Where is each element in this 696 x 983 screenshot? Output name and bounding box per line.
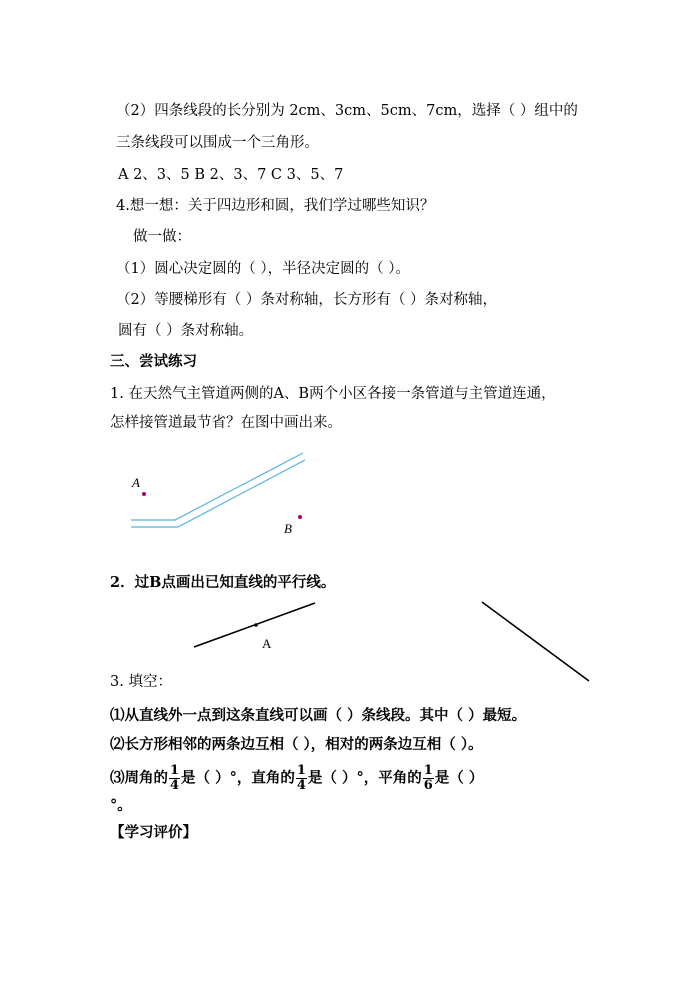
q4-item2-line2: 圆有（ ）条对称轴。 (118, 323, 254, 339)
q4-item1: （1）圆心决定圆的（ ），半径决定圆的（ ）。 (116, 261, 410, 277)
ex3-title: 3. 填空： (110, 674, 172, 690)
q2-3-options: A 2、3、5 B 2、3、7 C 3、5、7 (118, 167, 344, 183)
fig1-label-b: B (284, 521, 292, 536)
q4-title: 4.想一想：关于四边形和圆，我们学过哪些知识？ (116, 198, 435, 214)
ex3-item3-tail: °。 (110, 797, 132, 814)
pipeline-inner (131, 460, 305, 527)
ex1-line1: 1. 在天然气主管道两侧的A、B两个小区各接一条管道与主管道连通， (110, 386, 556, 402)
evaluation-title: 【学习评价】 (110, 824, 197, 841)
ex3-item2: ⑵长方形相邻的两条边互相（ ），相对的两条边互相（ ）。 (110, 736, 483, 753)
fraction-one-quarter-2: $\frac{1}{4}$ (296, 763, 306, 793)
fig2-label-a: A (262, 636, 272, 651)
q2-3-line2: 三条线段可以围成一个三角形。 (116, 135, 319, 151)
q4-subtitle: 做一做： (133, 229, 191, 245)
fig1-label-a: A (132, 475, 140, 490)
point-a-fig2 (254, 623, 258, 627)
ex2-title: 2．过B点画出已知直线的平行线。 (110, 574, 336, 591)
point-b (298, 515, 302, 519)
fraction-one-quarter: $\frac{1}{4}$ (170, 763, 180, 793)
fraction-one-sixth: $\frac{1}{6}$ (423, 763, 433, 793)
pipeline-outer (131, 453, 303, 520)
ex1-line2: 怎样接管道最节省？在图中画出来。 (110, 415, 342, 431)
ex3-item1: ⑴从直线外一点到这条直线可以画（ ）条线段。其中（ ）最短。 (110, 707, 527, 724)
q2-3-line1: （2）四条线段的长分别为 2cm、3cm、5cm、7cm，选择（ ）组中的 (116, 103, 578, 119)
q4-item2-line1: （2）等腰梯形有（ ）条对称轴，长方形有（ ）条对称轴， (116, 292, 497, 308)
point-a (142, 492, 146, 496)
section3-title: 三、尝试练习 (110, 353, 197, 370)
second-line (482, 602, 589, 681)
ex3-item3: ⑶周角的 $\frac{1}{4}$ 是（ ）°，直角的 $\frac{1}{4}$ 是（ ）°，平角的 $\frac{1}{6}$ 是（ ） (110, 763, 484, 793)
